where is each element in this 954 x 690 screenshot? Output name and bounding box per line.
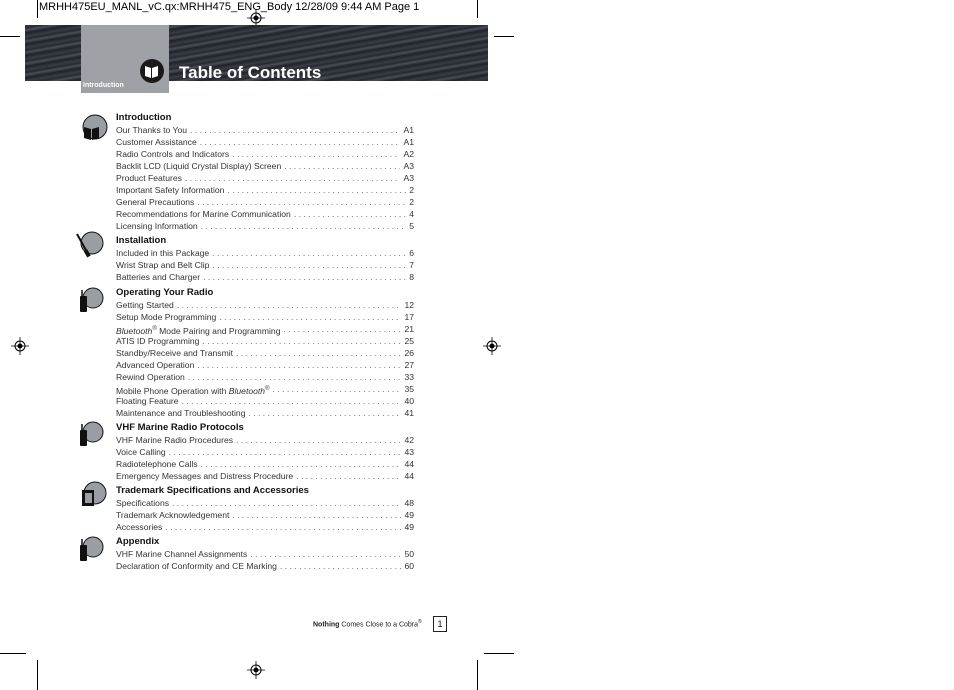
screwdriver-icon — [75, 230, 105, 260]
section-heading: Operating Your Radio — [116, 287, 214, 298]
toc-entry[interactable] — [116, 509, 414, 521]
toc-entry[interactable] — [116, 247, 414, 259]
entry-page: 44 — [404, 459, 414, 469]
entry-title: Voice Calling — [116, 447, 166, 457]
toc-section-operating — [116, 287, 414, 419]
toc-entry[interactable] — [116, 383, 414, 395]
toc-entry[interactable] — [116, 208, 414, 220]
entry-title: Maintenance and Troubleshooting — [116, 408, 246, 418]
book-icon — [139, 58, 165, 84]
toc-section-trademark — [116, 485, 414, 533]
entry-title: Our Thanks to You — [116, 125, 188, 135]
toc-entry[interactable] — [116, 136, 414, 148]
entry-page: 43 — [404, 447, 414, 457]
entry-page: A2 — [403, 149, 414, 159]
entry-page: 50 — [404, 549, 414, 559]
book-icon — [79, 113, 109, 143]
document-icon — [78, 480, 108, 510]
crop-mark — [0, 36, 20, 37]
entry-page: 4 — [409, 209, 414, 219]
entry-page: 21 — [404, 324, 414, 334]
toc-entry[interactable] — [116, 458, 414, 470]
entry-page: A3 — [403, 173, 414, 183]
section-tab-label: Introduction — [83, 82, 124, 89]
toc-entry[interactable] — [116, 407, 414, 419]
entry-title: Customer Assistance — [116, 137, 197, 147]
entry-page: 27 — [404, 360, 414, 370]
toc-entry[interactable] — [116, 371, 414, 383]
entry-page: 44 — [404, 471, 414, 481]
toc-entry[interactable] — [116, 299, 414, 311]
toc-entry[interactable] — [116, 220, 414, 232]
crop-mark — [477, 660, 478, 690]
toc-entry[interactable] — [116, 259, 414, 271]
entry-title: Important Safety Information — [116, 185, 225, 195]
toc-entry[interactable] — [116, 184, 414, 196]
entry-title: Standby/Receive and Transmit — [116, 348, 234, 358]
bluetooth-suffix: Bluetooth — [228, 385, 266, 396]
section-heading: Installation — [116, 235, 167, 246]
entry-title: Getting Started — [116, 300, 174, 310]
entry-page: 41 — [404, 408, 414, 418]
entry-page: A1 — [403, 125, 414, 135]
entry-title: Batteries and Charger — [116, 272, 201, 282]
entry-page: 35 — [404, 384, 414, 394]
toc-entry[interactable] — [116, 124, 414, 136]
entry-page: 2 — [409, 197, 414, 207]
entry-title: Setup Mode Programming — [116, 312, 217, 322]
crop-mark — [494, 36, 514, 37]
entry-page: 49 — [404, 510, 414, 520]
toc-entry[interactable] — [116, 359, 414, 371]
entry-title: Floating Feature — [116, 396, 179, 406]
radio-icon — [77, 535, 107, 565]
entry-title: Mobile Phone Operation with — [116, 385, 227, 396]
bluetooth-prefix: Bluetooth — [116, 325, 153, 336]
entry-page: 60 — [404, 561, 414, 571]
registered-mark: ® — [152, 326, 157, 332]
entry-title: General Precautions — [116, 197, 195, 207]
entry-title: Recommendations for Marine Communication — [116, 209, 291, 219]
toc-entry[interactable] — [116, 160, 414, 172]
entry-page: 42 — [404, 435, 414, 445]
footer-registered-mark: ® — [418, 619, 422, 625]
entry-page: 6 — [409, 248, 414, 258]
entry-page: 17 — [404, 312, 414, 322]
entry-page: 33 — [404, 372, 414, 382]
toc-entry[interactable] — [116, 470, 414, 482]
radio-icon — [77, 420, 107, 450]
toc-section-appendix — [116, 536, 414, 572]
toc-entry[interactable] — [116, 196, 414, 208]
toc-entry[interactable] — [116, 335, 414, 347]
entry-title: ATIS ID Programming — [116, 336, 200, 346]
toc-entry[interactable] — [116, 548, 414, 560]
registration-mark-icon — [247, 661, 265, 679]
toc-entry[interactable] — [116, 323, 414, 335]
entry-page: A3 — [403, 161, 414, 171]
toc-entry[interactable] — [116, 560, 414, 572]
entry-page: 8 — [409, 272, 414, 282]
entry-page: 2 — [409, 185, 414, 195]
section-heading: Appendix — [116, 536, 160, 547]
entry-title: Trademark Acknowledgement — [116, 510, 230, 520]
section-heading: Trademark Specifications and Accessories — [116, 485, 309, 496]
footer-bold: Nothing — [313, 621, 340, 629]
entry-title: Backlit LCD (Liquid Crystal Display) Screen — [116, 161, 282, 171]
entry-page: A1 — [403, 137, 414, 147]
toc-entry[interactable] — [116, 148, 414, 160]
registered-mark: ® — [265, 386, 270, 392]
entry-title: Wrist Strap and Belt Clip — [116, 260, 210, 270]
entry-title: VHF Marine Channel Assignments — [116, 549, 248, 559]
entry-title: Mode Pairing and Programming — [159, 325, 281, 336]
toc-section-introduction — [116, 112, 414, 232]
footer-text: Comes Close to a Cobra — [339, 621, 419, 629]
entry-page: 49 — [404, 522, 414, 532]
entry-title: Included in this Package — [116, 248, 210, 258]
crop-mark — [37, 660, 38, 690]
entry-title: Specifications — [116, 498, 170, 508]
toc-entry[interactable] — [116, 347, 414, 359]
toc-entry[interactable] — [116, 172, 414, 184]
crop-mark — [484, 653, 514, 654]
registration-mark-icon — [483, 337, 501, 355]
entry-title: Rewind Operation — [116, 372, 185, 382]
entry-title: Accessories — [116, 522, 163, 532]
crop-mark — [0, 653, 26, 654]
toc-entry[interactable] — [116, 395, 414, 407]
entry-title: VHF Marine Radio Procedures — [116, 435, 234, 445]
entry-page: 7 — [409, 260, 414, 270]
crop-mark — [477, 0, 478, 18]
toc-section-vhf-protocols — [116, 422, 414, 482]
entry-title: Radiotelephone Calls — [116, 459, 198, 469]
footer-tagline — [313, 619, 422, 628]
toc-entry[interactable] — [116, 271, 414, 283]
entry-title: Emergency Messages and Distress Procedure — [116, 471, 294, 481]
page-title: Table of Contents — [179, 63, 322, 82]
toc-entry[interactable] — [116, 497, 414, 509]
toc-entry[interactable] — [116, 521, 414, 533]
entry-page: 12 — [404, 300, 414, 310]
entry-title: Radio Controls and Indicators — [116, 149, 230, 159]
toc-section-installation — [116, 235, 414, 283]
entry-page: 26 — [404, 348, 414, 358]
toc-entry[interactable] — [116, 446, 414, 458]
entry-page: 5 — [409, 221, 414, 231]
entry-title: Product Features — [116, 173, 182, 183]
printer-slug: MRHH475EU_MANL_vC.qx:MRHH475_ENG_Body 12/28/09 9:44 AM Page 1 — [39, 1, 420, 13]
registration-mark-icon — [11, 337, 29, 355]
crop-mark — [37, 0, 38, 18]
entry-title: Licensing Information — [116, 221, 198, 231]
toc-entry[interactable] — [116, 434, 414, 446]
entry-page: 48 — [404, 498, 414, 508]
entry-page: 25 — [404, 336, 414, 346]
entry-title: Advanced Operation — [116, 360, 195, 370]
section-heading: VHF Marine Radio Protocols — [116, 422, 244, 433]
page-number: 1 — [433, 616, 447, 632]
section-heading: Introduction — [116, 112, 172, 123]
entry-page: 40 — [404, 396, 414, 406]
toc-entry[interactable] — [116, 311, 414, 323]
entry-title: Declaration of Conformity and CE Marking — [116, 561, 277, 571]
radio-icon — [77, 286, 107, 316]
